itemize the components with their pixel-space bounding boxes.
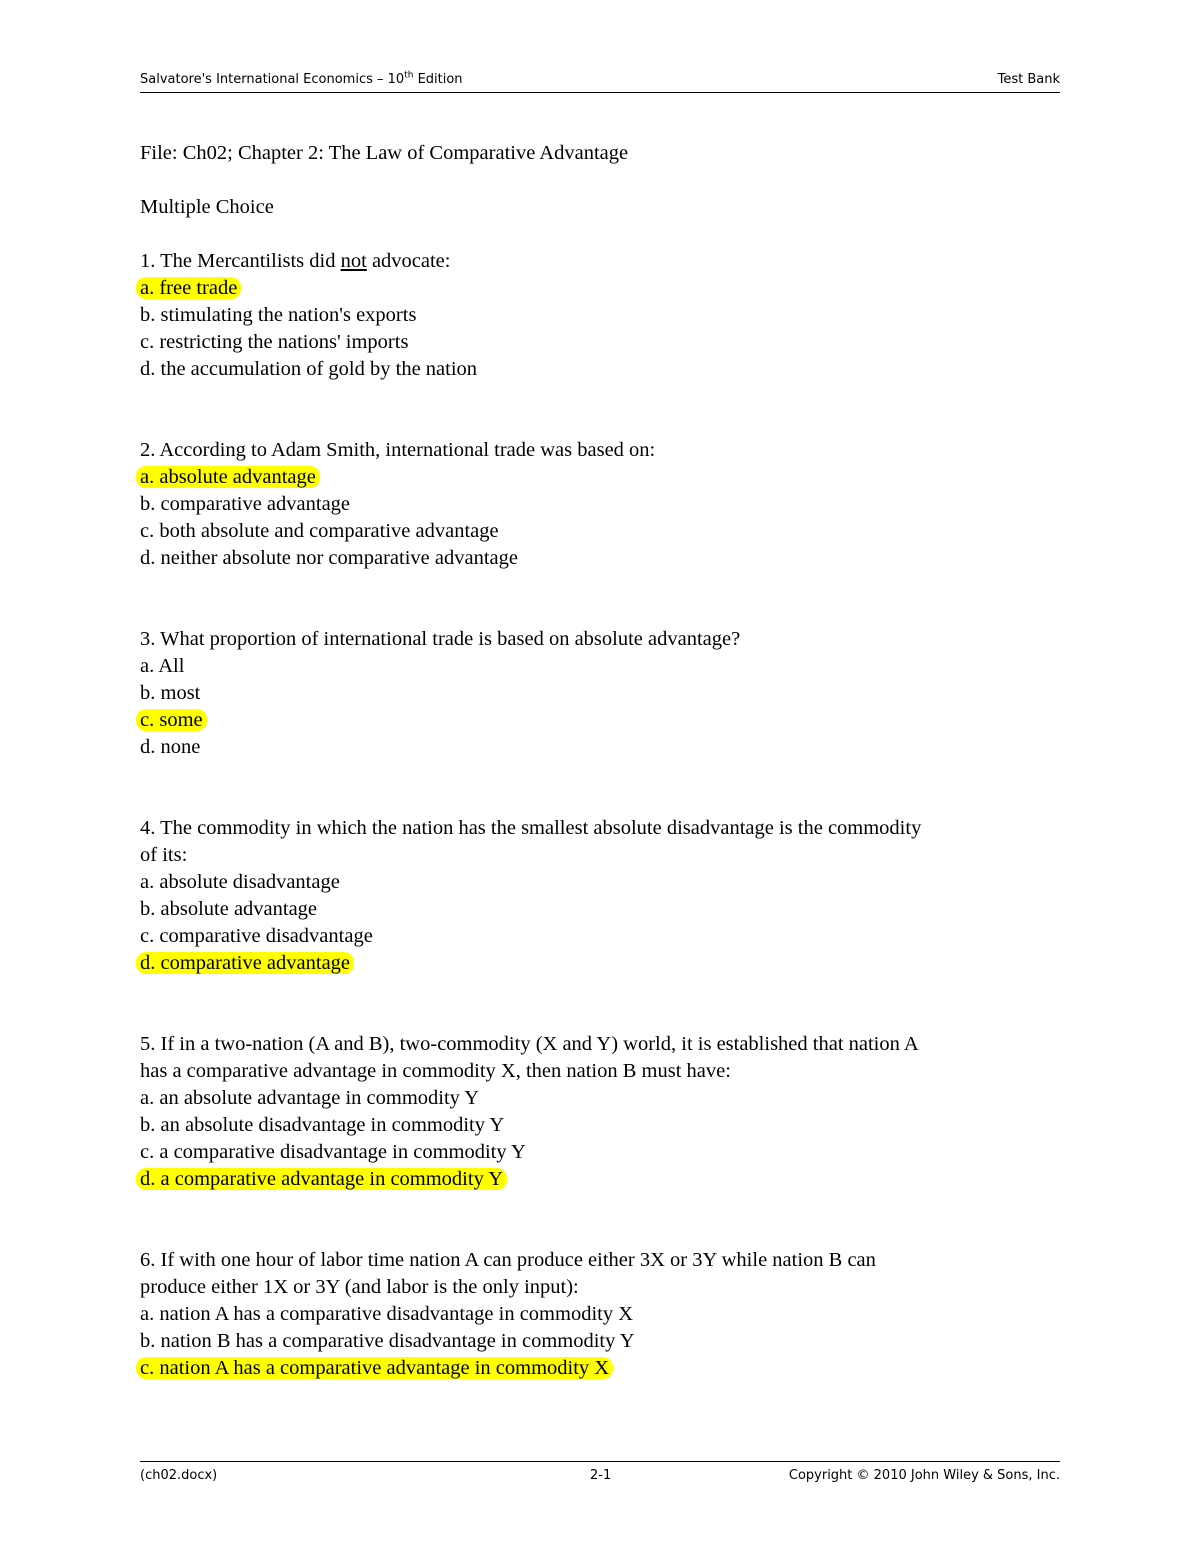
answer-highlight: d. comparative advantage: [136, 952, 354, 974]
question-stem-line-2: has a comparative advantage in commodity X, then nation B must have:: [140, 1060, 731, 1082]
stem-text: 1. The Mercantilists did: [140, 250, 341, 272]
option-b: b. comparative advantage: [140, 493, 351, 515]
section-title: Multiple Choice: [140, 196, 274, 218]
option-b: b. an absolute disadvantage in commodity Y: [140, 1114, 505, 1136]
option-c: [140, 707, 1060, 734]
header-test-bank: Test Bank: [997, 72, 1060, 87]
option-c: c. both absolute and comparative advantage: [140, 520, 499, 542]
question-3: [140, 626, 1060, 761]
option-d: [140, 1166, 1060, 1193]
option-c: c. restricting the nations' imports: [140, 331, 409, 353]
option-b: b. nation B has a comparative disadvantage in commodity Y: [140, 1330, 635, 1352]
document-body: [140, 140, 1060, 1382]
question-5: [140, 1031, 1060, 1193]
option-d: d. the accumulation of gold by the nation: [140, 358, 478, 380]
header-title-sup: th: [404, 70, 414, 81]
running-footer: [140, 1461, 1060, 1486]
footer-copyright: Copyright © 2010 John Wiley & Sons, Inc.: [788, 1468, 1060, 1483]
header-title-edition: Edition: [413, 72, 463, 87]
option-b: b. most: [140, 682, 201, 704]
question-stem: 2. According to Adam Smith, international trade was based on:: [140, 439, 656, 461]
option-c: [140, 1355, 1060, 1382]
question-6: [140, 1247, 1060, 1382]
option-a: a. an absolute advantage in commodity Y: [140, 1087, 480, 1109]
option-d: d. none: [140, 736, 201, 758]
header-title-main: Salvatore's International Economics – 10: [140, 72, 405, 87]
option-a: [140, 275, 1060, 302]
option-a: a. nation A has a comparative disadvantage in commodity X: [140, 1303, 634, 1325]
option-d: [140, 950, 1060, 977]
option-c: c. a comparative disadvantage in commodity Y: [140, 1141, 526, 1163]
option-a: a. All: [140, 655, 185, 677]
footer-filename: (ch02.docx): [140, 1468, 218, 1483]
question-1: [140, 248, 1060, 383]
stem-text: advocate:: [366, 250, 451, 272]
question-stem-line-2: produce either 1X or 3Y (and labor is the only input):: [140, 1276, 579, 1298]
option-a: a. absolute disadvantage: [140, 871, 340, 893]
option-b: b. absolute advantage: [140, 898, 318, 920]
running-header: [140, 70, 1060, 93]
question-2: [140, 437, 1060, 572]
question-stem: [140, 248, 1060, 275]
option-b: b. stimulating the nation's exports: [140, 304, 417, 326]
question-stem-line-2: of its:: [140, 844, 188, 866]
footer-page-number: 2-1: [590, 1468, 612, 1483]
option-c: c. comparative disadvantage: [140, 925, 373, 947]
answer-highlight: c. nation A has a comparative advantage in commodity X: [136, 1357, 613, 1379]
question-4: [140, 815, 1060, 977]
answer-highlight: a. free trade: [136, 277, 241, 299]
answer-highlight: c. some: [136, 709, 207, 731]
option-a: [140, 464, 1060, 491]
question-stem-line-1: 5. If in a two-nation (A and B), two-commodity (X and Y) world, it is established that nation A: [140, 1033, 919, 1055]
file-title: File: Ch02; Chapter 2: The Law of Comparative Advantage: [140, 142, 629, 164]
answer-highlight: d. a comparative advantage in commodity Y: [136, 1168, 507, 1190]
answer-highlight: a. absolute advantage: [136, 466, 320, 488]
stem-emphasis: not: [340, 250, 367, 272]
question-stem: 3. What proportion of international trade is based on absolute advantage?: [140, 628, 741, 650]
header-book-title: [140, 72, 463, 87]
option-d: d. neither absolute nor comparative advantage: [140, 547, 518, 569]
question-stem-line-1: 4. The commodity in which the nation has the smallest absolute disadvantage is the commodity: [140, 817, 922, 839]
question-stem-line-1: 6. If with one hour of labor time nation A can produce either 3X or 3Y while nation B can: [140, 1249, 876, 1271]
